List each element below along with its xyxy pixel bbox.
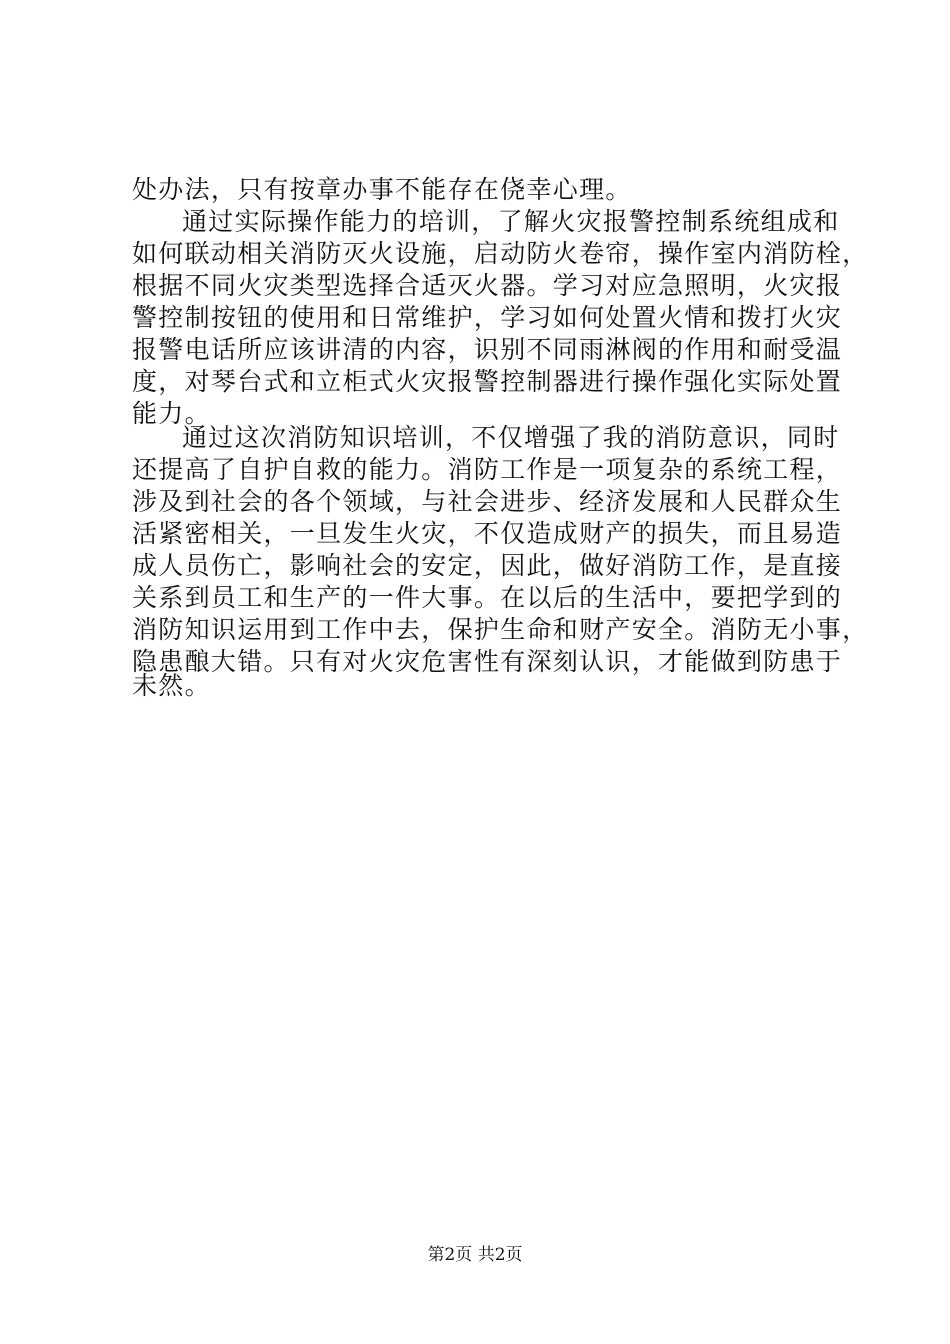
paragraph-3-line-7: 消防知识运用到工作中去，保护生命和财产安全。消防无小事，	[132, 615, 869, 644]
paragraph-3-line-1: 通过这次消防知识培训，不仅增强了我的消防意识，同时	[182, 423, 840, 452]
paragraph-2-line-1: 通过实际操作能力的培训，了解火灾报警控制系统组成和	[182, 207, 840, 236]
paragraph-2-line-4: 警控制按钮的使用和日常维护，学习如何处置火情和拨打火灾	[132, 303, 843, 332]
paragraph-3-line-5: 成人员伤亡，影响社会的安定，因此，做好消防工作，是直接	[132, 551, 843, 580]
paragraph-2-line-6: 度，对琴台式和立柜式火灾报警控制器进行操作强化实际处置	[132, 367, 843, 396]
paragraph-3-line-2: 还提高了自护自救的能力。消防工作是一项复杂的系统工程，	[132, 455, 843, 484]
paragraph-3-line-6: 关系到员工和生产的一件大事。在以后的生活中，要把学到的	[132, 583, 843, 612]
paragraph-3-line-8: 隐患酿大错。只有对火灾危害性有深刻认识，才能做到防患于	[132, 647, 843, 676]
page-footer: 第2页 共2页	[427, 1245, 523, 1265]
paragraph-1-line-1: 处办法，只有按章办事不能存在侥幸心理。	[132, 175, 632, 204]
paragraph-2-line-7: 能力。	[132, 399, 211, 428]
paragraph-3-line-9: 未然。	[132, 671, 211, 700]
paragraph-2-line-5: 报警电话所应该讲清的内容，识别不同雨淋阀的作用和耐受温	[132, 335, 843, 364]
paragraph-2-line-3: 根据不同火灾类型选择合适灭火器。学习对应急照明，火灾报	[132, 271, 843, 300]
paragraph-3-line-3: 涉及到社会的各个领域，与社会进步、经济发展和人民群众生	[132, 487, 843, 516]
paragraph-3-line-4: 活紧密相关，一旦发生火灾，不仅造成财产的损失，而且易造	[132, 519, 843, 548]
paragraph-2-line-2: 如何联动相关消防灭火设施，启动防火卷帘，操作室内消防栓，	[132, 239, 869, 268]
